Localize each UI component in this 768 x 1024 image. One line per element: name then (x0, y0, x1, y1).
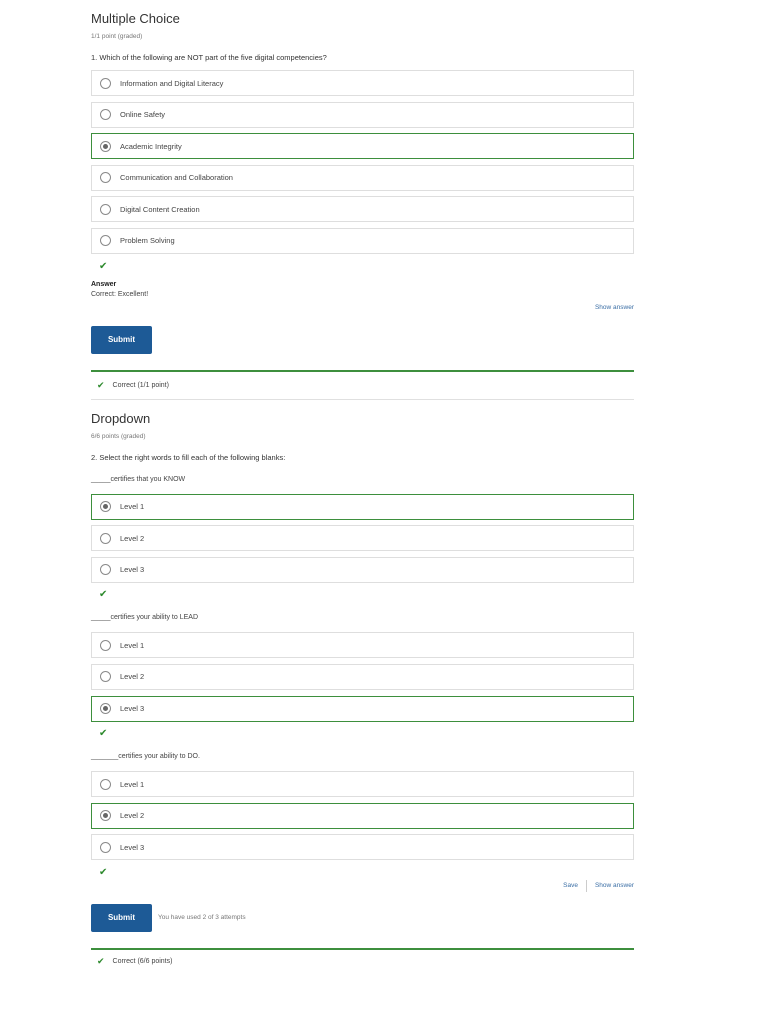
submit-row (91, 904, 634, 932)
answer-option[interactable] (91, 228, 634, 254)
answer-option[interactable] (91, 696, 634, 722)
answer-option[interactable] (91, 834, 634, 860)
option-label: Online Safety (120, 110, 166, 120)
answer-feedback: Correct: Excellent! (91, 290, 149, 298)
radio-icon[interactable] (100, 204, 111, 215)
answer-option[interactable] (91, 632, 634, 658)
radio-icon[interactable] (100, 810, 111, 821)
radio-icon[interactable] (100, 172, 111, 183)
answer-option[interactable] (91, 133, 634, 159)
answer-option[interactable] (91, 165, 634, 191)
radio-icon[interactable] (100, 564, 111, 575)
radio-icon[interactable] (100, 671, 111, 682)
correct-notification (91, 948, 634, 974)
option-label: Information and Digital Literacy (120, 78, 224, 88)
problem-points: 6/6 points (graded) (91, 432, 146, 440)
option-label: Level 2 (120, 533, 145, 543)
problems-container (91, 0, 634, 974)
option-label: Problem Solving (120, 236, 175, 246)
check-icon: ✔ (97, 956, 105, 967)
answer-option[interactable] (91, 102, 634, 128)
submit-button[interactable]: Submit (91, 326, 152, 354)
option-label: Level 3 (120, 565, 145, 575)
problem-points: 1/1 point (graded) (91, 33, 143, 40)
problem-multiple-choice (91, 10, 634, 400)
answer-option[interactable] (91, 525, 634, 551)
answer-option[interactable] (91, 803, 634, 829)
show-answer-link[interactable]: Show answer (594, 882, 634, 890)
option-label: Level 2 (120, 811, 145, 821)
answer-options (91, 70, 634, 254)
question-prompt: 1. Which of the following are NOT part of the five digital competencies? (91, 53, 327, 62)
notification-text: Correct (1/1 point) (112, 381, 169, 389)
option-label: Level 1 (120, 502, 145, 512)
answer-option[interactable] (91, 557, 634, 583)
answer-option[interactable] (91, 70, 634, 96)
radio-icon[interactable] (100, 779, 111, 790)
check-icon: ✔ (99, 589, 108, 601)
question-prompt: 2. Select the right words to fill each of the following blanks: (91, 452, 286, 462)
radio-icon[interactable] (100, 640, 111, 651)
answer-heading: Answer (91, 280, 117, 288)
answer-options (91, 632, 634, 721)
option-label: Level 1 (120, 640, 145, 650)
radio-icon[interactable] (100, 703, 111, 714)
answer-options (91, 494, 634, 583)
problem-title: Multiple Choice (91, 11, 180, 26)
answer-option[interactable] (91, 771, 634, 797)
problem-title: Dropdown (91, 410, 151, 426)
option-label: Level 1 (120, 779, 145, 789)
option-label: Communication and Collaboration (120, 173, 233, 183)
blank-label: _____certifies your ability to LEAD (91, 614, 198, 622)
answer-option[interactable] (91, 196, 634, 222)
answer-option[interactable] (91, 664, 634, 690)
answer-options (91, 771, 634, 860)
check-icon: ✔ (97, 379, 105, 390)
action-row (91, 880, 634, 892)
radio-icon[interactable] (100, 235, 111, 246)
radio-icon[interactable] (100, 109, 111, 120)
blank-label: _____certifies that you KNOW (91, 475, 186, 483)
option-label: Academic Integrity (120, 141, 182, 151)
attempts-text: You have used 2 of 3 attempts (158, 914, 246, 922)
blank-label: _______certifies your ability to DO. (91, 753, 200, 761)
submit-button[interactable]: Submit (91, 904, 152, 932)
option-label: Level 3 (120, 704, 145, 714)
option-label: Digital Content Creation (120, 204, 200, 214)
option-label: Level 3 (120, 842, 145, 852)
notification-text: Correct (6/6 points) (112, 958, 173, 966)
check-icon: ✔ (99, 866, 108, 878)
radio-icon[interactable] (100, 533, 111, 544)
check-icon: ✔ (99, 260, 108, 272)
problem-dropdown (91, 410, 634, 974)
check-icon: ✔ (99, 728, 108, 740)
radio-icon[interactable] (100, 78, 111, 89)
action-row (91, 302, 634, 314)
radio-icon[interactable] (100, 842, 111, 853)
show-answer-link[interactable]: Show answer (594, 304, 634, 312)
correct-notification (91, 370, 634, 400)
option-label: Level 2 (120, 672, 145, 682)
divider (586, 880, 587, 892)
save-link[interactable]: Save (563, 882, 578, 890)
radio-icon[interactable] (100, 141, 111, 152)
radio-icon[interactable] (100, 501, 111, 512)
answer-option[interactable] (91, 494, 634, 520)
